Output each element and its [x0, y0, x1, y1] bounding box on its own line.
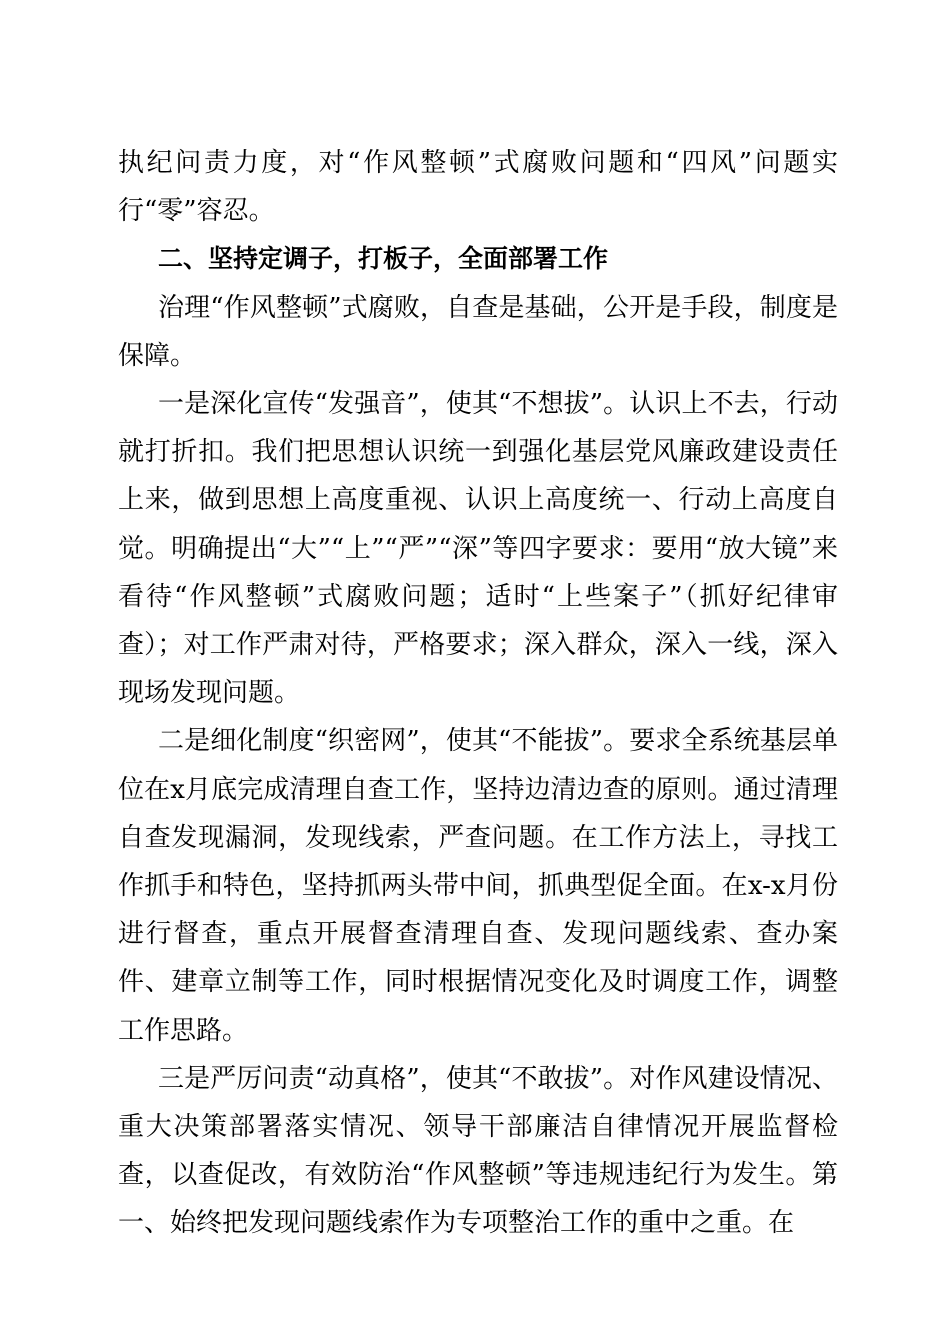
paragraph-intro: 治理“作风整顿”式腐败，自查是基础，公开是手段，制度是保障。: [118, 292, 838, 371]
paragraph-point-three: 三是严厉问责“动真格”，使其“不敢拔”。对作风建设情况、重大决策部署落实情况、领导干部廉洁自律情况开展监督检查，以查促改，有效防治“作风整顿”等违规违纪行为发生。第一、始终把发现问题线索作为专项整治工作的重中之重。在: [118, 1063, 838, 1239]
section-heading: 二、坚持定调子，打板子，全面部署工作: [158, 244, 609, 274]
paragraph-continued: 执纪问责力度，对“作风整顿”式腐败问题和“四风”问题实行“零”容忍。: [118, 148, 838, 227]
document-body: [118, 139, 838, 1248]
paragraph-point-two: 二是细化制度“织密网”，使其“不能拔”。要求全系统基层单位在x月底完成清理自查工作，坚持边清边查的原则。通过清理自查发现漏洞，发现线索，严查问题。在工作方法上，寻找工作抓手和特色，坚持抓两头带中间，抓典型促全面。在x-x月份进行督查，重点开展督查清理自查、发现问题线索、查办案件、建章立制等工作，同时根据情况变化及时调度工作，调整工作思路。: [118, 726, 838, 1046]
paragraph-point-one: 一是深化宣传“发强音”，使其“不想拔”。认识上不去，行动就打折扣。我们把思想认识统一到强化基层党风廉政建设责任上来，做到思想上高度重视、认识上高度统一、行动上高度自觉。明确提出“大”“上”“严”“深”等四字要求：要用“放大镜”来看待“作风整顿”式腐败问题；适时“上些案子”（抓好纪律审查）；对工作严肃对待，严格要求；深入群众，深入一线，深入现场发现问题。: [118, 389, 838, 709]
